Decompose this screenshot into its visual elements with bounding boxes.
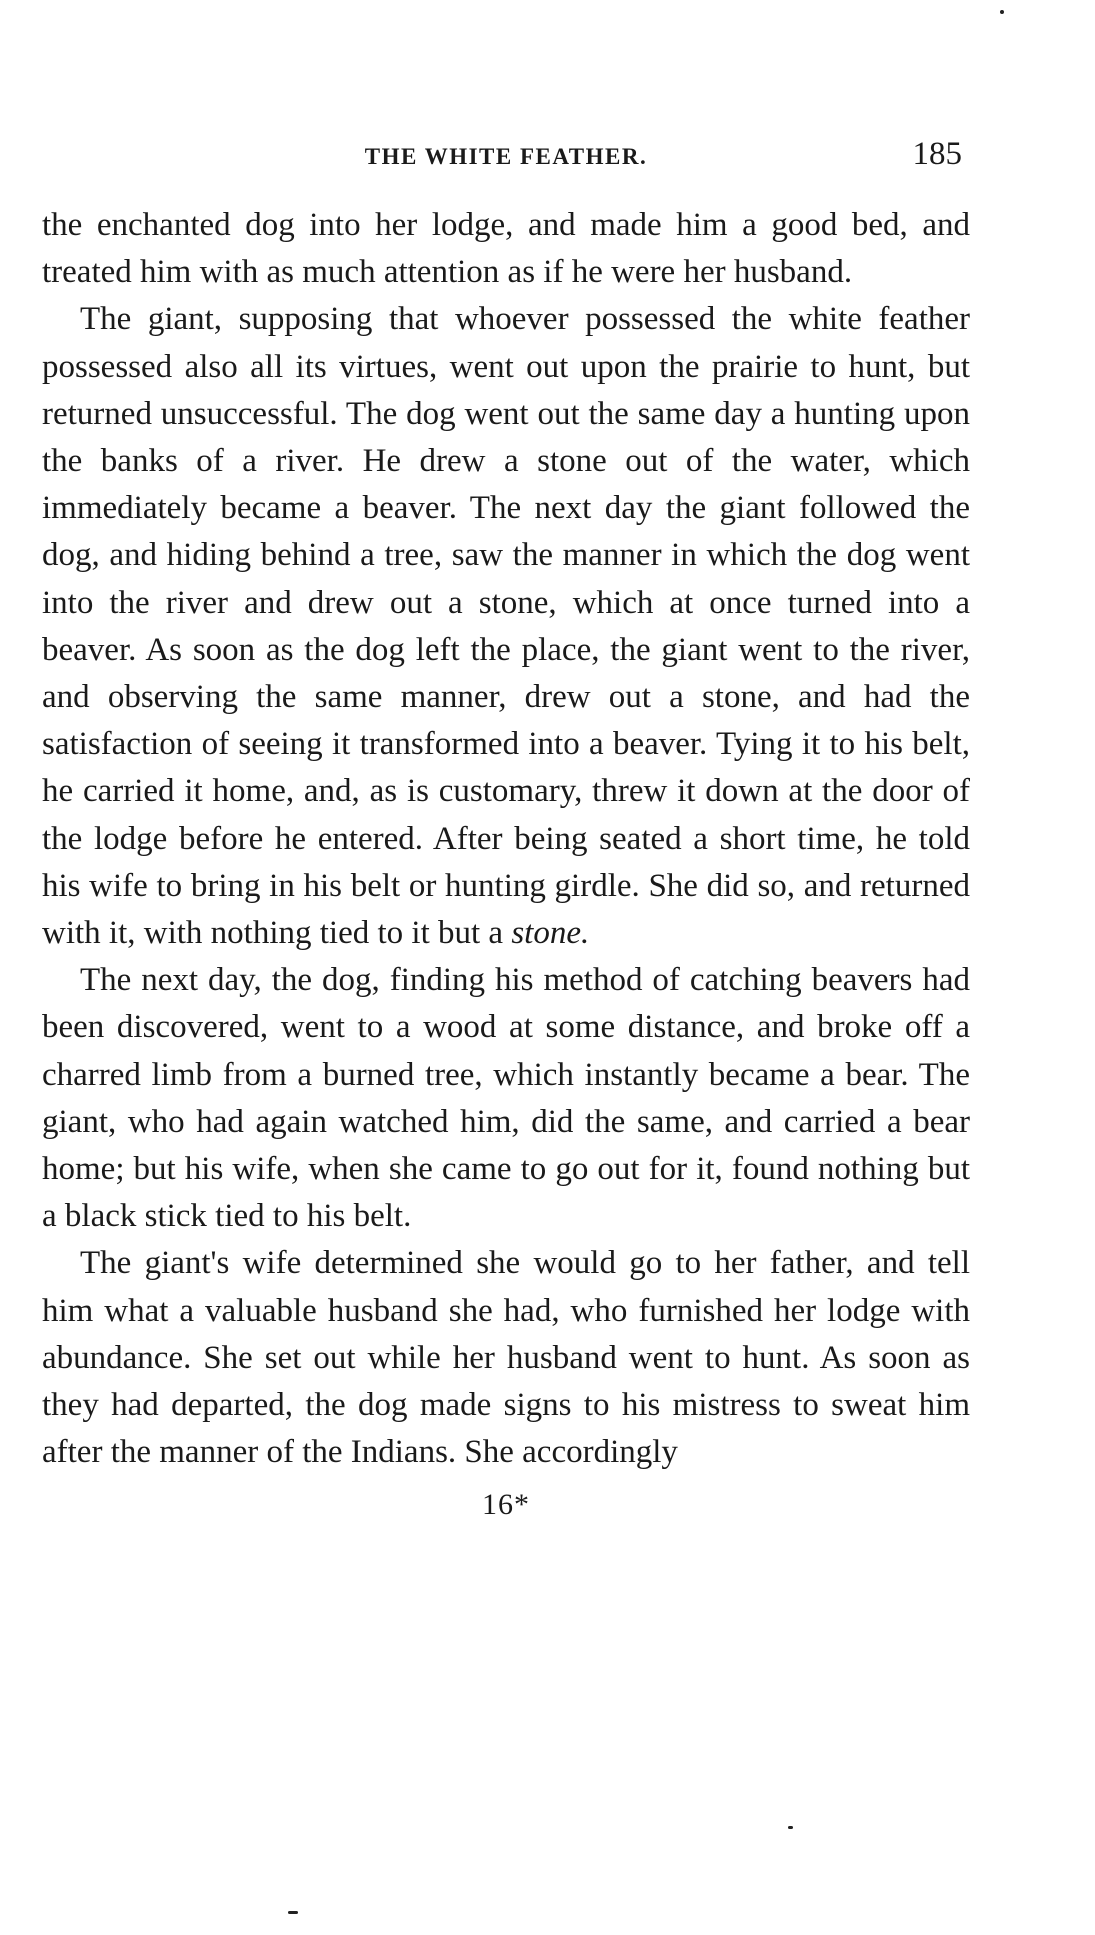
book-page bbox=[42, 136, 970, 1522]
paragraph-text: The next day, the dog, finding his method of catching beavers had been discovered, went to a wood at some distance, and broke off a charred limb from a burned tree, which instantly became a bear. The giant, who had again watched him, did the same, and carried a bear home; but his wife, when she came to go out for it, found nothing but a black stick tied to his belt. bbox=[42, 962, 970, 1235]
paragraph-3 bbox=[42, 957, 970, 1240]
paragraph-2 bbox=[42, 296, 970, 957]
page-number: 185 bbox=[912, 136, 962, 172]
running-header bbox=[42, 136, 970, 188]
print-speck bbox=[788, 1826, 793, 1829]
signature-mark: 16* bbox=[482, 1488, 530, 1522]
print-speck bbox=[1000, 10, 1004, 14]
print-speck bbox=[288, 1911, 298, 1914]
body-text bbox=[42, 202, 970, 1476]
paragraph-text: the enchanted dog into her lodge, and made him a good bed, and treated him with as much attention as if he were her husband. bbox=[42, 207, 970, 291]
running-title: THE WHITE FEATHER. bbox=[364, 144, 648, 169]
paragraph-4 bbox=[42, 1240, 970, 1476]
paragraph-text: The giant's wife determined she would go to her father, and tell him what a valuable husband she had, who furnished her lodge with abundance. She set out while her husband went to hunt. As soon as they had departed, the dog made signs to his mistress to sweat him after the manner of the Indians. She accordingly bbox=[42, 1245, 970, 1471]
paragraph-text: The giant, supposing that whoever possessed the white feather possessed also all its virtues, went out upon the prairie to hunt, but returned unsuccessful. The dog went out the same day a hunting upon the banks of a river. He drew a stone out of the water, which immediately became a beaver. The next day the giant followed the dog, and hiding behind a tree, saw the manner in which the dog went into the river and drew out a stone, which at once turned into a beaver. As soon as the dog left the place, the giant went to the river, and observing the same manner, drew out a stone, and had the satisfaction of seeing it transformed into a beaver. Tying it to his belt, he carried it home, and, as is customary, threw it down at the door of the lodge before he entered. After being seated a short time, he told his wife to bring in his belt or hunting girdle. She did so, and returned with it, with nothing tied to it but a bbox=[42, 301, 970, 952]
italic-word: stone. bbox=[511, 915, 590, 952]
paragraph-1 bbox=[42, 202, 970, 296]
